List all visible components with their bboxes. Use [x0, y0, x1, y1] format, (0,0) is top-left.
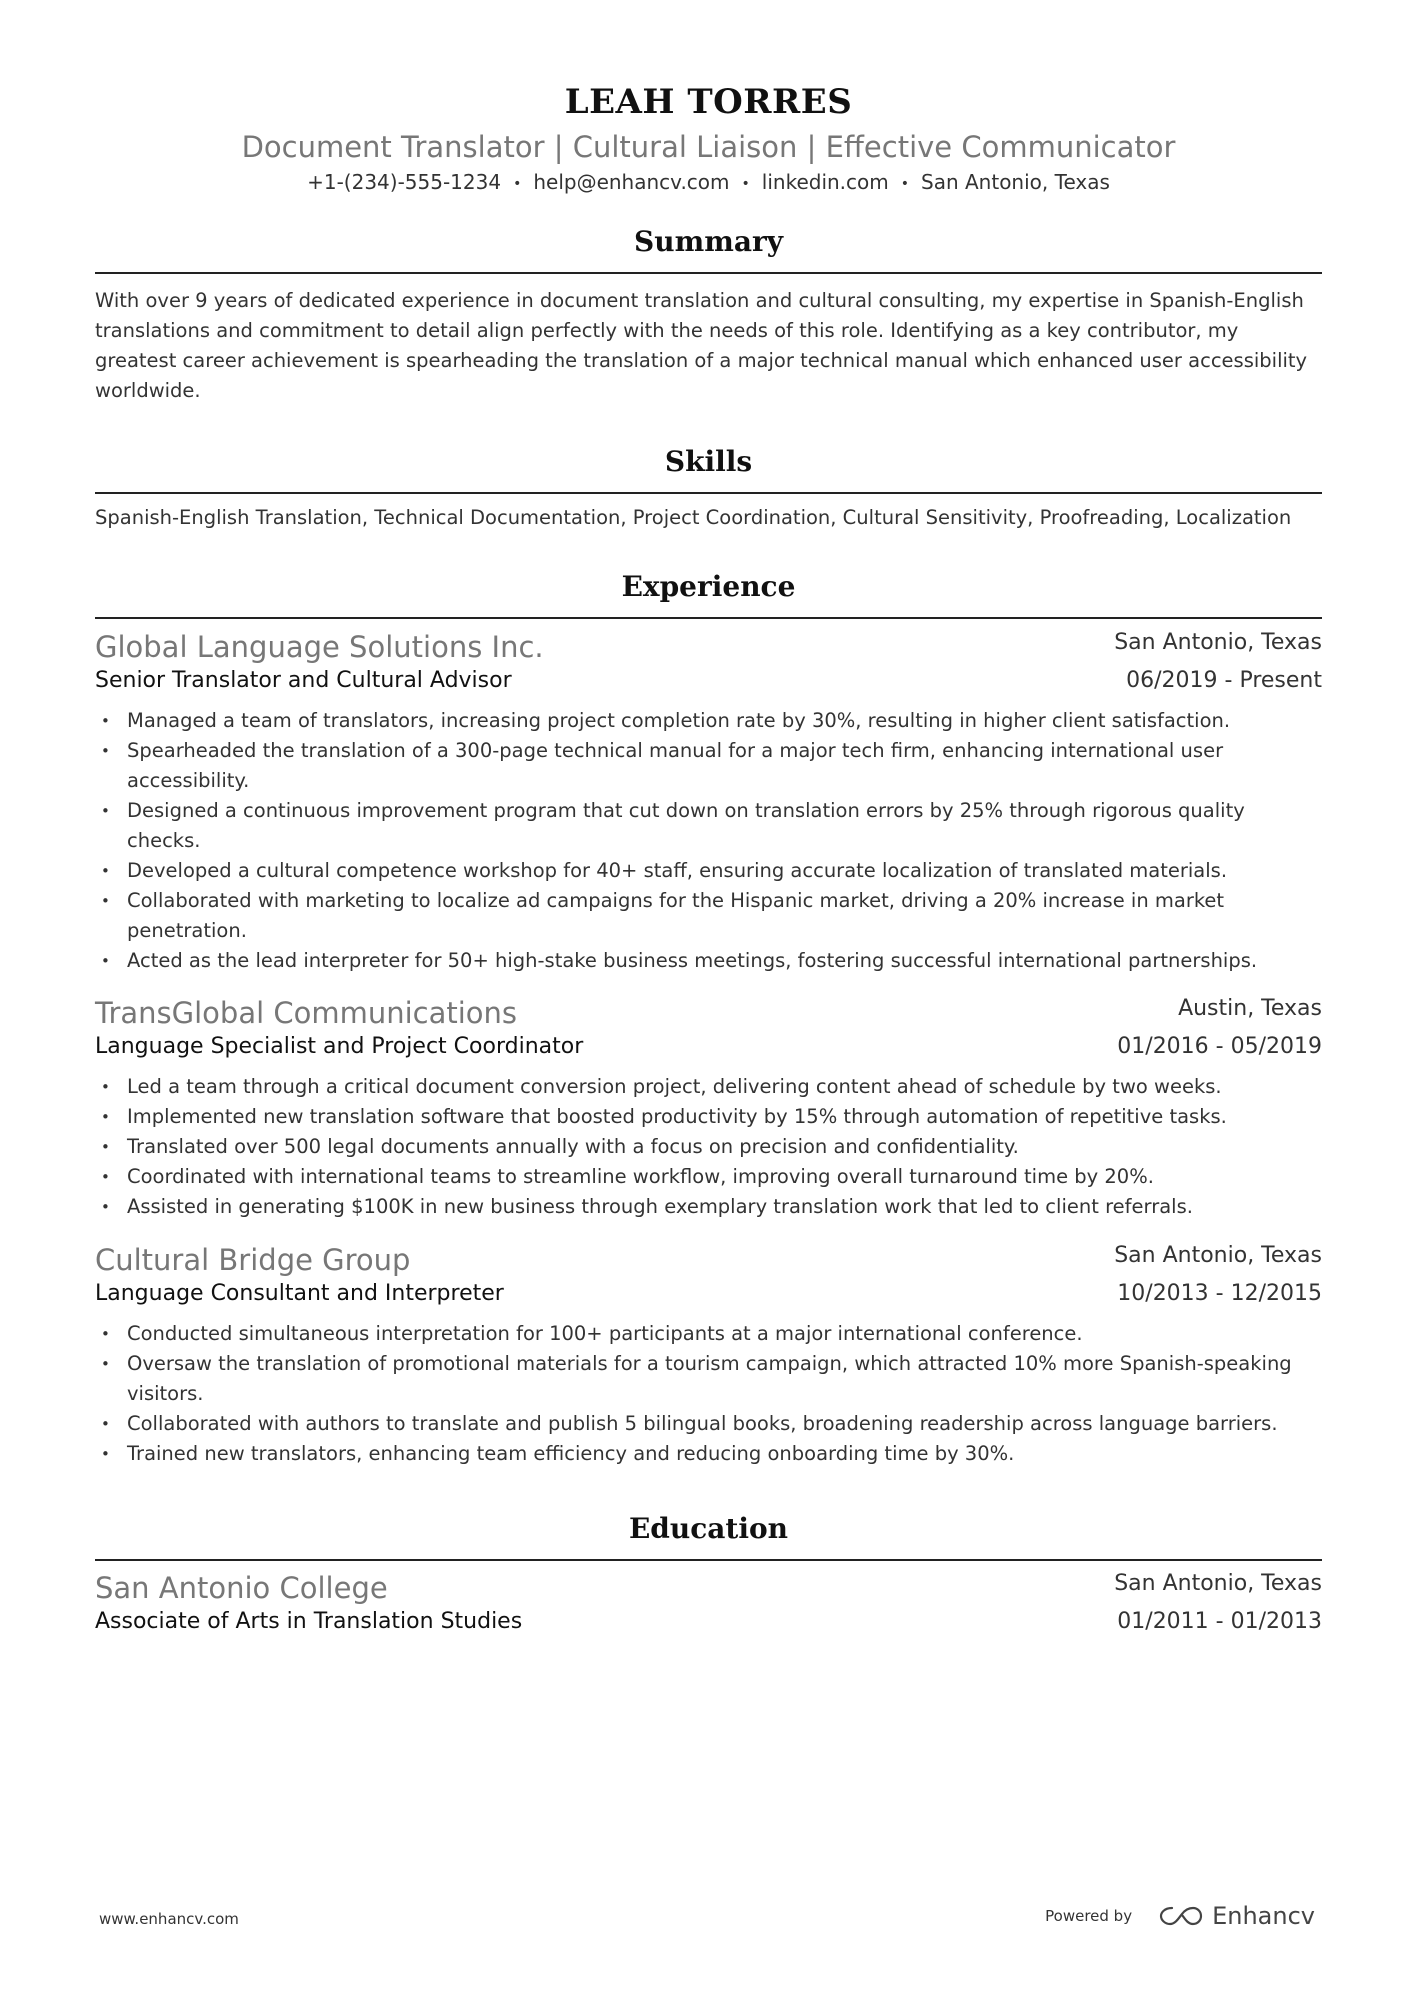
- linkedin-link[interactable]: linkedin.com: [761, 170, 889, 194]
- email-link[interactable]: help@enhancv.com: [533, 170, 730, 194]
- list-item: • Assisted in generating $100K in new business through exemplary translation work that led to client referrals.: [95, 1192, 1322, 1222]
- separator-dot-icon: •: [900, 175, 910, 192]
- job-bullets: [95, 706, 1322, 976]
- job-title: Language Specialist and Project Coordinator: [95, 1034, 584, 1059]
- list-item: • Translated over 500 legal documents annually with a focus on precision and confidentiality.: [95, 1132, 1322, 1162]
- education-dates: 01/2011 - 01/2013: [1117, 1609, 1322, 1634]
- job-bullets: [95, 1319, 1322, 1469]
- candidate-name: LEAH TORRES: [564, 82, 853, 122]
- enhancv-logo-icon: [1158, 1904, 1204, 1928]
- experience-divider: [95, 617, 1322, 619]
- job-title: Language Consultant and Interpreter: [95, 1281, 504, 1306]
- degree-title: Associate of Arts in Translation Studies: [95, 1609, 523, 1634]
- skills-divider: [95, 492, 1322, 494]
- list-item: • Designed a continuous improvement program that cut down on translation errors by 25% through rigorous quality checks.: [95, 796, 1322, 856]
- school-location: San Antonio, Texas: [1114, 1571, 1322, 1596]
- job-dates: 01/2016 - 05/2019: [1117, 1034, 1322, 1059]
- job-entry: [95, 1243, 1322, 1469]
- skills-heading: Skills: [664, 445, 753, 478]
- company-name: Cultural Bridge Group: [95, 1243, 411, 1277]
- list-item: • Acted as the lead interpreter for 50+ high-stake business meetings, fostering successful international partnerships.: [95, 946, 1322, 976]
- list-item: • Implemented new translation software that boosted productivity by 15% through automation of repetitive tasks.: [95, 1102, 1322, 1132]
- education-entry: [95, 1571, 1322, 1643]
- list-item: • Trained new translators, enhancing team efficiency and reducing onboarding time by 30%.: [95, 1439, 1322, 1469]
- job-location: Austin, Texas: [1178, 996, 1322, 1021]
- summary-heading: Summary: [634, 225, 783, 258]
- job-bullets: [95, 1072, 1322, 1222]
- candidate-tagline: Document Translator | Cultural Liaison | Effective Communicator: [241, 130, 1176, 164]
- company-name: TransGlobal Communications: [95, 996, 518, 1030]
- job-entry: [95, 630, 1322, 976]
- company-name: Global Language Solutions Inc.: [95, 630, 544, 664]
- list-item: • Developed a cultural competence workshop for 40+ staff, ensuring accurate localization of translated materials.: [95, 856, 1322, 886]
- phone-text: +1-(234)-555-1234: [307, 170, 502, 194]
- list-item: • Led a team through a critical document conversion project, delivering content ahead of schedule by two weeks.: [95, 1072, 1322, 1102]
- location-text: San Antonio, Texas: [921, 170, 1110, 194]
- list-item: • Oversaw the translation of promotional materials for a tourism campaign, which attracted 10% more Spanish-speaking visitors.: [95, 1349, 1322, 1409]
- footer-website-link[interactable]: www.enhancv.com: [99, 1910, 239, 1928]
- education-heading: Education: [628, 1512, 789, 1545]
- summary-text: With over 9 years of dedicated experience in document translation and cultural consulting, my expertise in Spanish-English translations and commitment to detail align perfectly with the needs of this role. Identifying as a key contributor, my greatest career achievement is spearheading the translation of a major technical manual which enhanced user accessibility worldwide.: [95, 289, 1308, 402]
- skills-text: Spanish-English Translation, Technical Documentation, Project Coordination, Cultural Sensitivity, Proofreading, Localization: [95, 506, 1292, 529]
- job-title: Senior Translator and Cultural Advisor: [95, 668, 512, 693]
- job-location: San Antonio, Texas: [1114, 1243, 1322, 1268]
- list-item: • Conducted simultaneous interpretation for 100+ participants at a major international conference.: [95, 1319, 1322, 1349]
- footer-branding: [1045, 1902, 1315, 1930]
- list-item: • Coordinated with international teams to streamline workflow, improving overall turnaround time by 20%.: [95, 1162, 1322, 1192]
- education-divider: [95, 1559, 1322, 1561]
- separator-dot-icon: •: [741, 175, 750, 192]
- list-item: • Collaborated with authors to translate and publish 5 bilingual books, broadening readership across language barriers.: [95, 1409, 1322, 1439]
- contact-line: [95, 170, 1322, 194]
- brand-name: Enhancv: [1212, 1902, 1315, 1930]
- experience-heading: Experience: [621, 570, 796, 603]
- separator-dot-icon: •: [513, 175, 522, 192]
- job-location: San Antonio, Texas: [1114, 630, 1322, 655]
- powered-by-label: Powered by: [1045, 1907, 1133, 1925]
- school-name: San Antonio College: [95, 1571, 388, 1605]
- job-dates: 10/2013 - 12/2015: [1117, 1281, 1322, 1306]
- summary-divider: [95, 272, 1322, 274]
- job-entry: [95, 996, 1322, 1222]
- job-dates: 06/2019 - Present: [1126, 668, 1322, 693]
- enhancv-logo[interactable]: [1158, 1902, 1315, 1930]
- list-item: • Spearheaded the translation of a 300-page technical manual for a major tech firm, enhancing international user accessibility.: [95, 736, 1322, 796]
- list-item: • Managed a team of translators, increasing project completion rate by 30%, resulting in higher client satisfaction.: [95, 706, 1322, 736]
- list-item: • Collaborated with marketing to localize ad campaigns for the Hispanic market, driving a 20% increase in market penetration.: [95, 886, 1322, 946]
